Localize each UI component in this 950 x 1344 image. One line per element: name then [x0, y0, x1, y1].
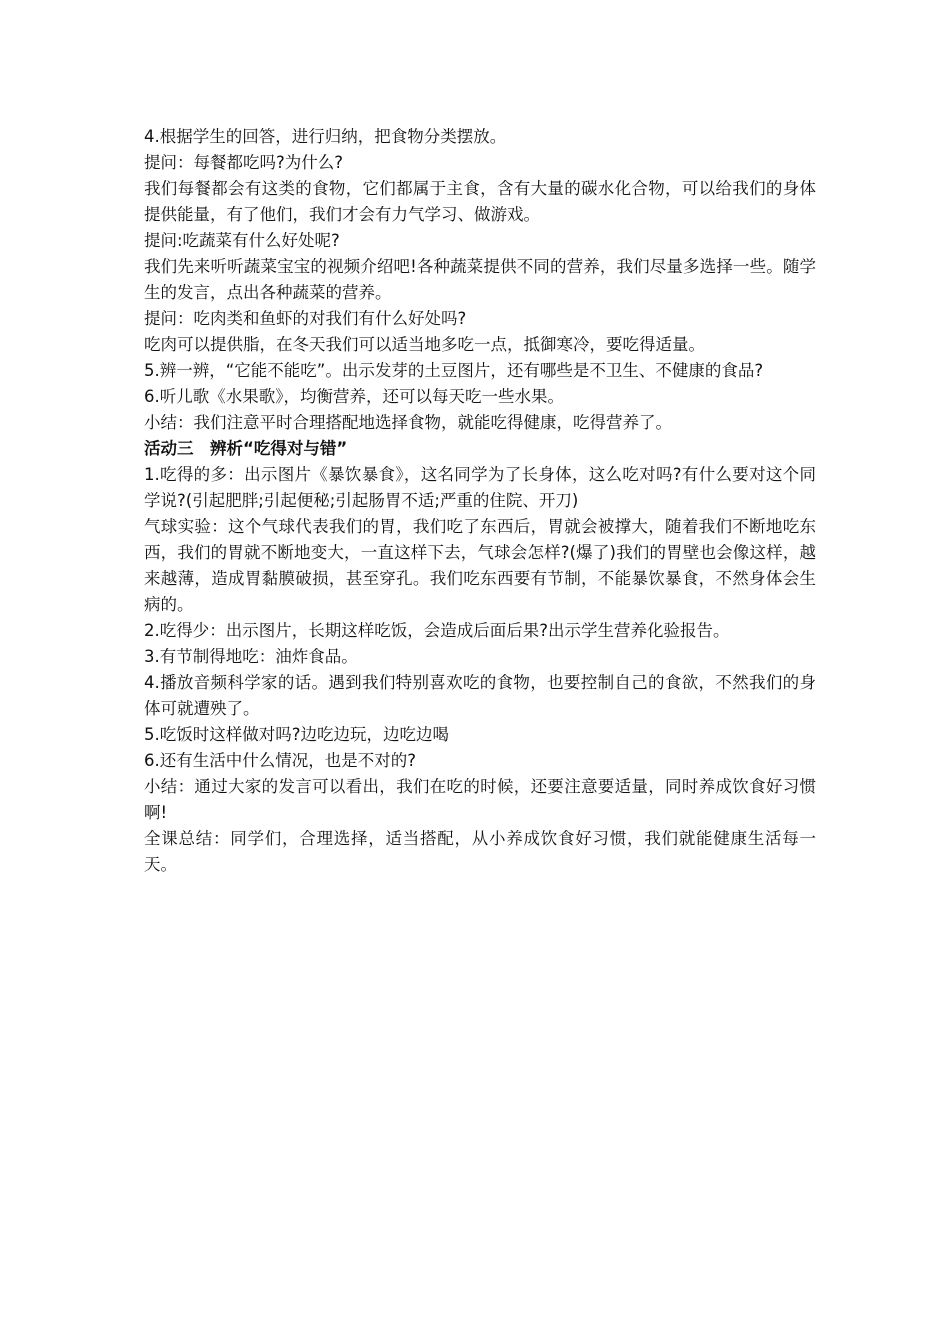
body-paragraph: 6.听儿歌《水果歌》，均衡营养，还可以每天吃一些水果。: [144, 387, 564, 406]
body-paragraph: 全课总结：同学们，合理选择，适当搭配，从小养成饮食好习惯，我们就能健康生活每一天。: [144, 829, 816, 874]
body-paragraph: 气球实验：这个气球代表我们的胃，我们吃了东西后，胃就会被撑大，随着我们不断地吃东西，我们的胃就不断地变大，一直这样下去，气球会怎样?(爆了)我们的胃壁也会像这样，越来越薄，造成胃黏膜破损，甚至穿孔。我们吃东西要有节制，不能暴饮暴食，不然身体会生病的。: [144, 517, 816, 614]
body-paragraph: 提问：每餐都吃吗?为什么?: [144, 153, 344, 172]
body-paragraph: 4.根据学生的回答，进行归纳，把食物分类摆放。: [144, 127, 507, 146]
body-paragraph: 3.有节制得地吃：油炸食品。: [144, 647, 358, 666]
body-paragraph: 提问：吃肉类和鱼虾的对我们有什么好处吗?: [144, 309, 467, 328]
body-paragraph: 我们每餐都会有这类的食物，它们都属于主食，含有大量的碳水化合物，可以给我们的身体提供能量，有了他们，我们才会有力气学习、做游戏。: [144, 179, 816, 224]
body-paragraph: 6.还有生活中什么情况，也是不对的?: [144, 751, 417, 770]
body-paragraph: 5.辨一辨，“它能不能吃”。出示发芽的土豆图片，还有哪些是不卫生、不健康的食品?: [144, 361, 764, 380]
body-paragraph: 1.吃得的多：出示图片《暴饮暴食》，这名同学为了长身体，这么吃对吗?有什么要对这个同学说?(引起肥胖;引起便秘;引起肠胃不适;严重的住院、开刀): [144, 465, 816, 510]
body-paragraph: 4.播放音频科学家的话。遇到我们特别喜欢吃的食物，也要控制自己的食欲，不然我们的身体可就遭殃了。: [144, 673, 816, 718]
section-heading: 活动三 辨析“吃得对与错”: [144, 439, 348, 458]
document-body: [144, 124, 816, 878]
body-paragraph: 5.吃饭时这样做对吗?边吃边玩，边吃边喝: [144, 725, 450, 744]
body-paragraph: 小结：我们注意平时合理搭配地选择食物，就能吃得健康，吃得营养了。: [144, 413, 672, 432]
body-paragraph: 提问:吃蔬菜有什么好处呢?: [144, 231, 340, 250]
body-paragraph: 2.吃得少：出示图片，长期这样吃饭，会造成后面后果?出示学生营养化验报告。: [144, 621, 730, 640]
body-paragraph: 吃肉可以提供脂，在冬天我们可以适当地多吃一点，抵御寒冷，要吃得适量。: [144, 335, 705, 354]
body-paragraph: 我们先来听听蔬菜宝宝的视频介绍吧!各种蔬菜提供不同的营养，我们尽量多选择一些。随学生的发言，点出各种蔬菜的营养。: [144, 257, 816, 302]
body-paragraph: 小结：通过大家的发言可以看出，我们在吃的时候，还要注意要适量，同时养成饮食好习惯啊!: [144, 777, 816, 822]
